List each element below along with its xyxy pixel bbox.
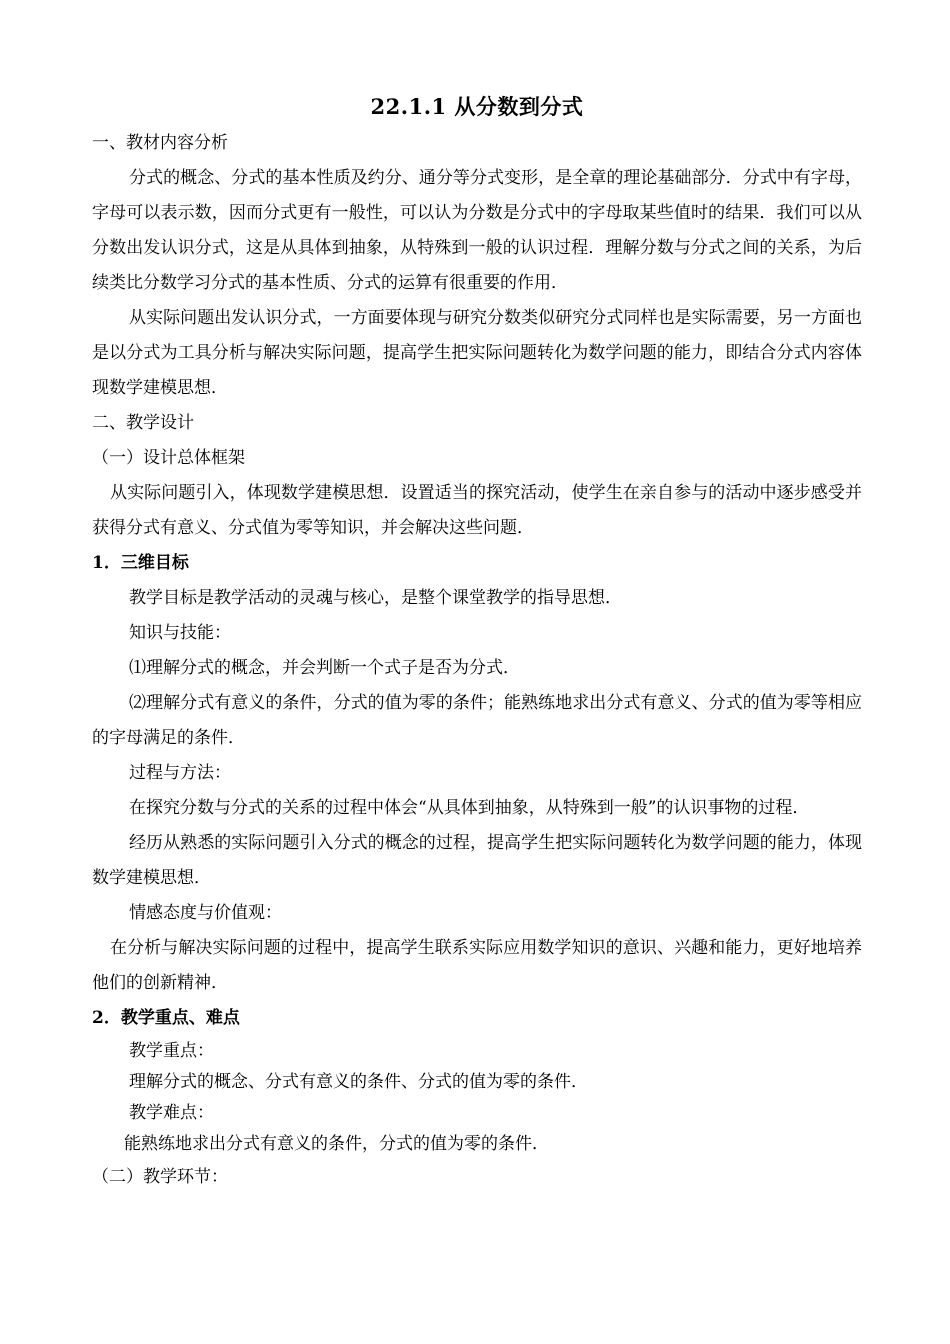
- goal-label-process: 过程与方法：: [129, 763, 231, 783]
- paragraph: 教学目标是教学活动的灵魂与核心，是整个课堂教学的指导思想．: [129, 588, 622, 608]
- paragraph: 从实际问题出发认识分式，一方面要体现与研究分数类似研究分式同样也是实际需要，另一方面也是以分式为工具分析与解决实际问题，提高学生把实际问题转化为数学问题的能力，即结合分式内容体现数学建模思想．: [92, 308, 862, 398]
- paragraph: 在探究分数与分式的关系的过程中体会“从具体到抽象，从特殊到一般”的认识事物的过程．: [129, 798, 810, 818]
- numbered-heading-goals: 1．三维目标: [92, 553, 189, 573]
- subsection-heading-teaching-steps: （二）教学环节：: [92, 1167, 228, 1187]
- document-title: 22.1.1 从分数到分式: [370, 94, 584, 119]
- paragraph: 经历从熟悉的实际问题引入分式的概念的过程，提高学生把实际问题转化为数学问题的能力，体现数学建模思想．: [92, 833, 862, 888]
- section-heading-2: 二、教学设计: [92, 413, 194, 433]
- list-item: ⑵理解分式有意义的条件，分式的值为零的条件；能熟练地求出分式有意义、分式的值为零等相应的字母满足的条件．: [92, 693, 862, 748]
- goal-label-emotion: 情感态度与价值观：: [129, 903, 282, 923]
- difficulty-label: 教学难点：: [129, 1103, 214, 1123]
- paragraph: 从实际问题引入，体现数学建模思想．设置适当的探究活动，使学生在亲自参与的活动中逐步感受并获得分式有意义、分式值为零等知识，并会解决这些问题．: [92, 483, 862, 538]
- key-points-text: 理解分式的概念、分式有意义的条件、分式的值为零的条件．: [129, 1072, 588, 1092]
- difficulty-text: 能熟练地求出分式有意义的条件，分式的值为零的条件．: [124, 1134, 549, 1154]
- goal-label-knowledge: 知识与技能：: [129, 623, 231, 643]
- document-page: [92, 92, 862, 1195]
- paragraph: 分式的概念、分式的基本性质及约分、通分等分式变形，是全章的理论基础部分．分式中有字母，字母可以表示数，因而分式更有一般性，可以认为分数是分式中的字母取某些值时的结果．我们可以从分数出发认识分式，这是从具体到抽象，从特殊到一般的认识过程．理解分数与分式之间的关系，为后续类比分数学习分式的基本性质、分式的运算有很重要的作用．: [92, 168, 862, 293]
- key-points-label: 教学重点：: [129, 1041, 214, 1061]
- list-item: ⑴理解分式的概念，并会判断一个式子是否为分式．: [129, 658, 520, 678]
- section-heading-1: 一、教材内容分析: [92, 133, 228, 153]
- numbered-heading-key-points: 2．教学重点、难点: [92, 1008, 240, 1028]
- paragraph: 在分析与解决实际问题的过程中，提高学生联系实际应用数学知识的意识、兴趣和能力，更好地培养他们的创新精神．: [92, 938, 862, 993]
- subsection-heading-framework: （一）设计总体框架: [92, 448, 245, 468]
